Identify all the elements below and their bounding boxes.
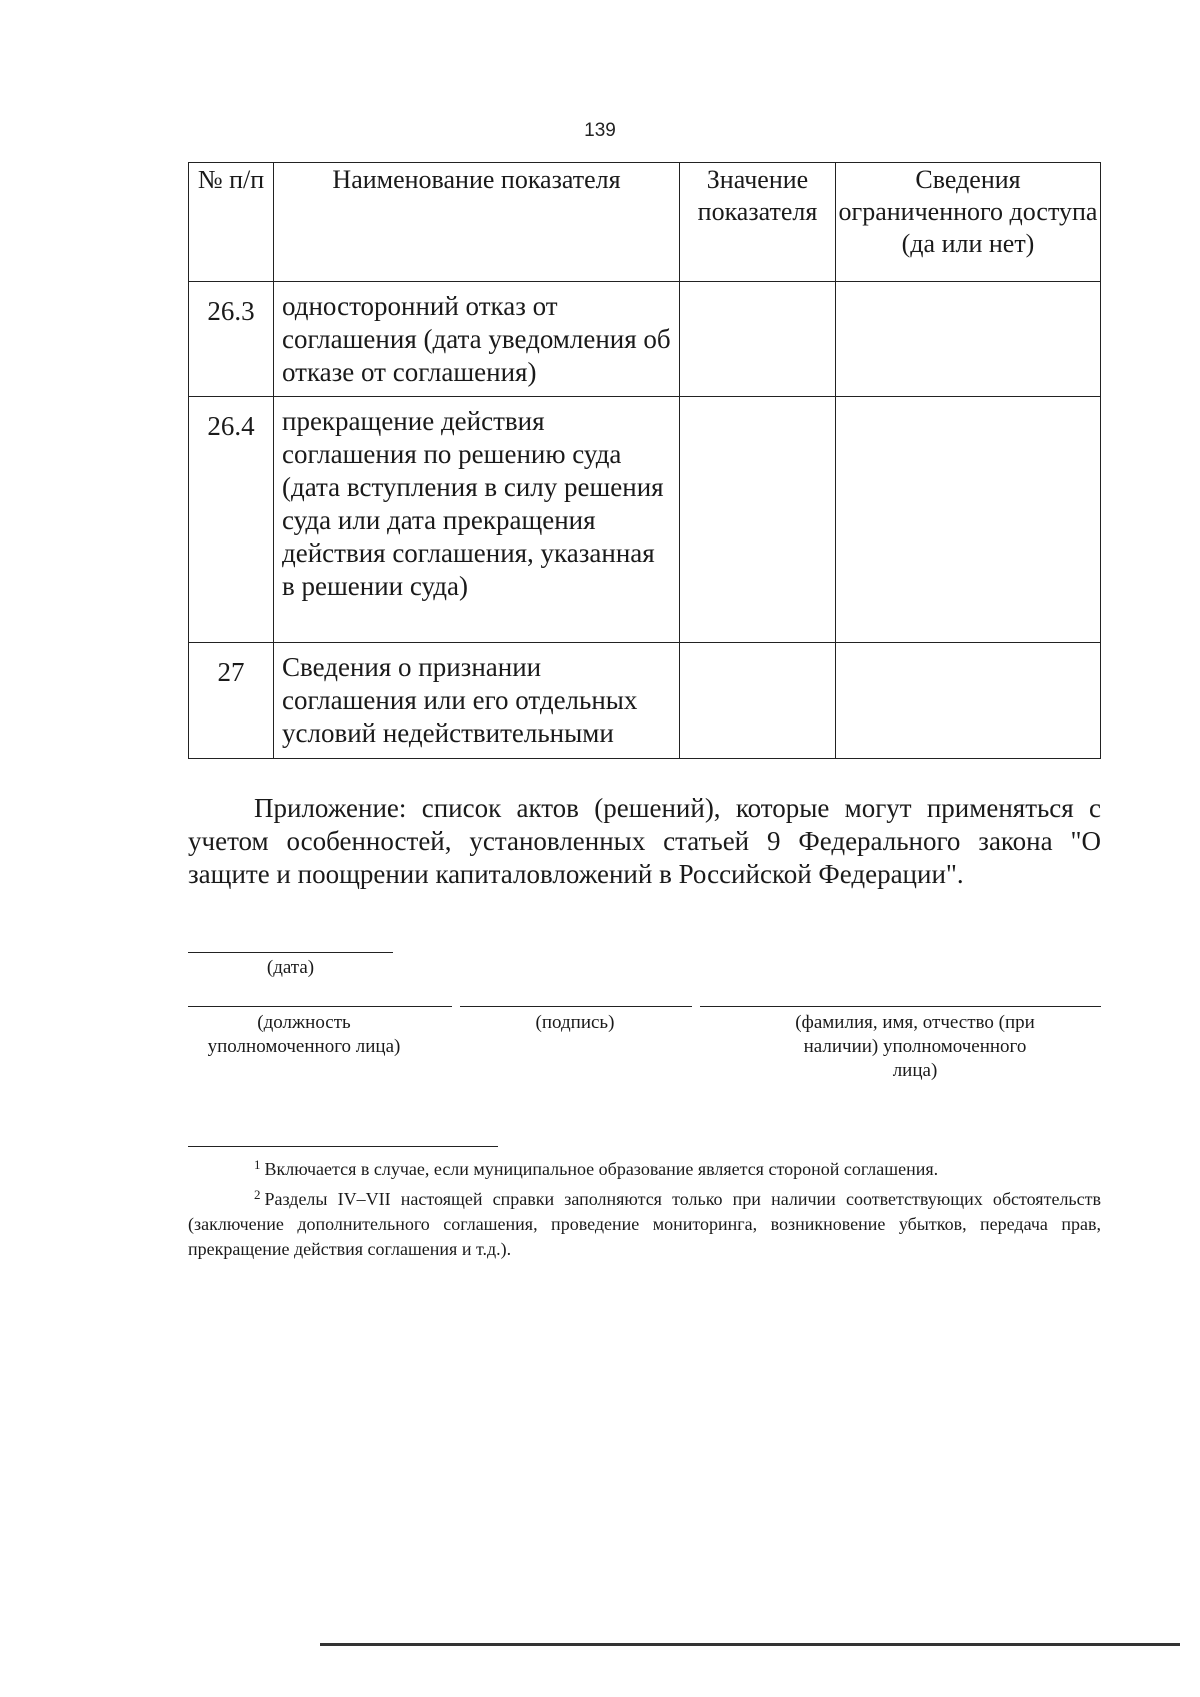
position-caption: (должность уполномоченного лица) — [207, 1012, 401, 1057]
row-value — [680, 643, 836, 759]
footnote-2 — [188, 1182, 1101, 1262]
row-value — [680, 282, 836, 397]
signature-caption: (подпись) — [535, 1012, 615, 1033]
row-name: прекращение действия соглашения по решению суда (дата вступления в силу решения суда или дата прекращения действия соглашения, указанная в решении суда) — [274, 397, 680, 643]
appendix-text: Приложение: список актов (решений), которые могут применяться с учетом особенностей, установленных статьей 9 Федерального закона "О защите и поощрении капиталовложений в Российской Федерации". — [188, 793, 1101, 889]
footnote-text: Включается в случае, если муниципальное образование является стороной соглашения. — [264, 1159, 939, 1179]
footnote-text: Разделы IV–VII настоящей справки заполняются только при наличии соответствующих обстоятельств (заключение дополнительного соглашения, проведение мониторинга, возникновение убытков, передача прав, прекращение действия соглашения и т.д.). — [188, 1189, 1101, 1259]
row-restricted-access — [836, 397, 1101, 643]
row-restricted-access — [836, 282, 1101, 397]
name-line — [700, 1006, 1101, 1007]
signature-line — [460, 1006, 692, 1007]
bottom-scan-line — [320, 1643, 1180, 1646]
position-line — [188, 1006, 452, 1007]
table-row — [189, 397, 1101, 643]
table-row — [189, 282, 1101, 397]
row-number: 26.3 — [189, 282, 274, 397]
header-restricted-access: Сведения ограниченного доступа (да или нет) — [836, 163, 1101, 282]
page-number: 139 — [584, 120, 616, 141]
indicators-table — [188, 162, 1101, 759]
date-caption: (дата) — [266, 957, 315, 978]
row-number: 26.4 — [189, 397, 274, 643]
footnote-mark: 2 — [254, 1187, 261, 1202]
row-name: односторонний отказ от соглашения (дата уведомления об отказе от соглашения) — [274, 282, 680, 397]
header-number: № п/п — [189, 163, 274, 282]
date-line — [188, 952, 393, 953]
table-row — [189, 643, 1101, 759]
row-restricted-access — [836, 643, 1101, 759]
header-name: Наименование показателя — [274, 163, 680, 282]
row-value — [680, 397, 836, 643]
name-caption: (фамилия, имя, отчество (при наличии) уполномоченного лица) — [795, 1012, 1035, 1081]
footnote-1 — [188, 1152, 1101, 1182]
row-number: 27 — [189, 643, 274, 759]
header-value: Значение показателя — [680, 163, 836, 282]
footnote-separator — [188, 1146, 498, 1147]
footnote-mark: 1 — [254, 1157, 261, 1172]
row-name: Сведения о признании соглашения или его отдельных условий недействительными — [274, 643, 680, 759]
table-header-row — [189, 163, 1101, 282]
